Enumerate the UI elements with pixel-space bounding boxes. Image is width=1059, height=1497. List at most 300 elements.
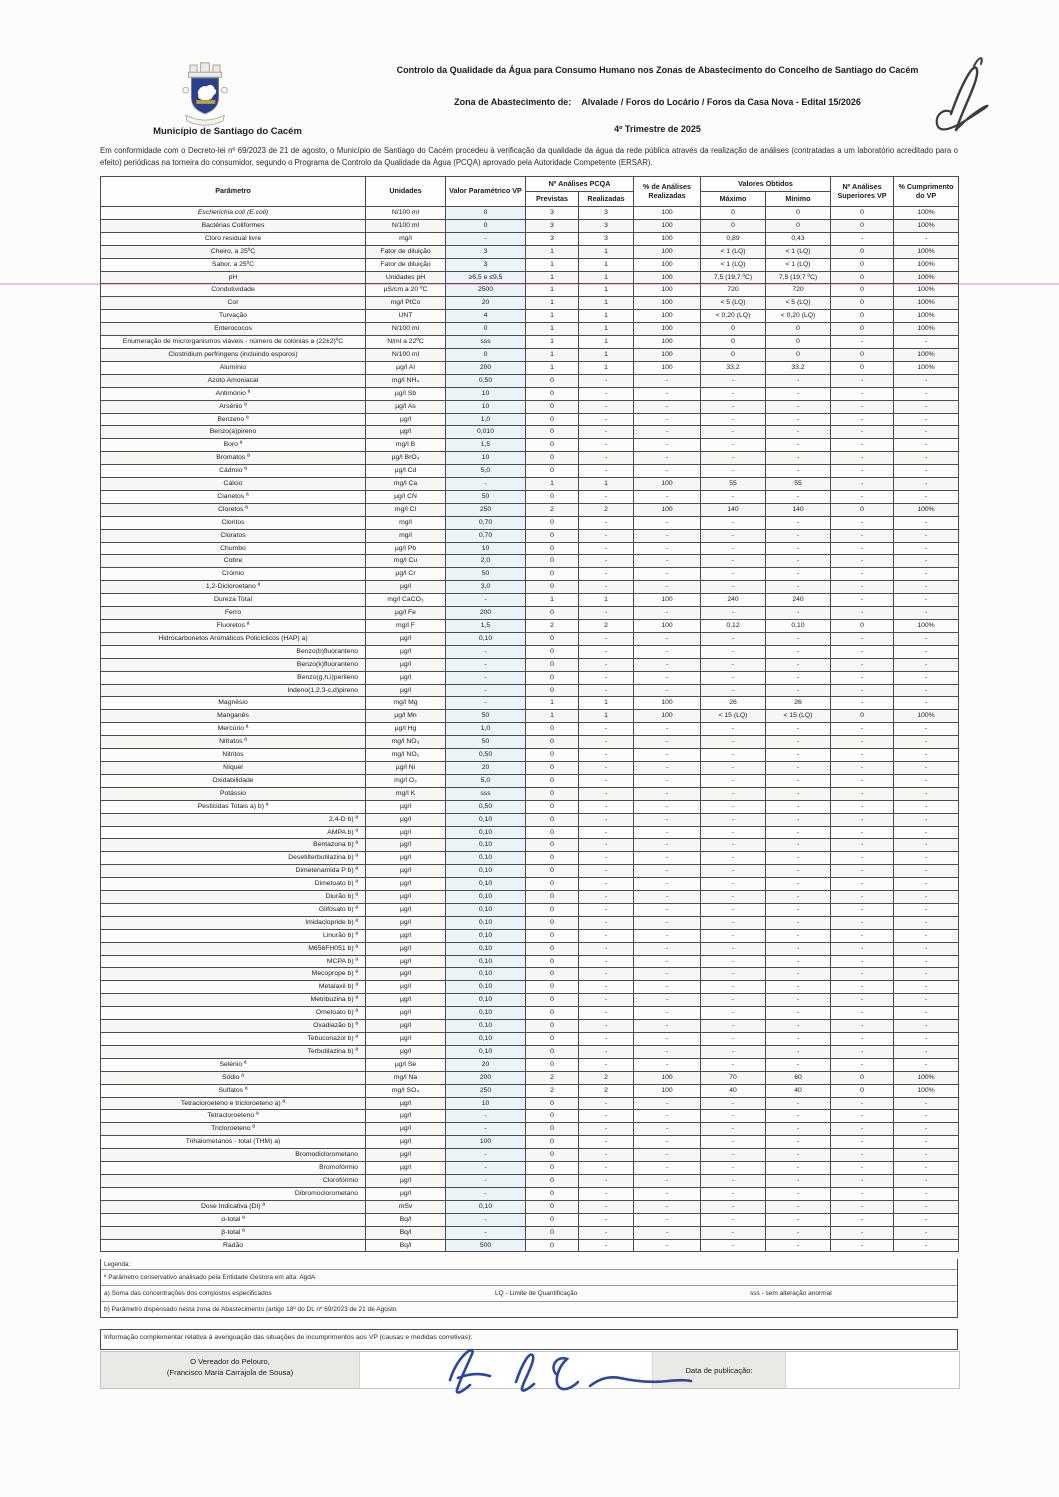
superiores-cell: - — [831, 736, 894, 749]
legend-note-b: b) Parâmetro dispensado nesta zona de Abastecimento (artigo 18º do DL nº 69/2023 de 21 de Agosto — [104, 1306, 397, 1313]
table-row — [101, 439, 959, 452]
realizadas-cell: - — [579, 465, 634, 478]
previstas-cell: 0 — [526, 865, 579, 878]
pct-realizadas-cell: - — [634, 916, 701, 929]
legend-note-a: a) Soma das concentrações dos compostos especificados — [104, 1290, 272, 1297]
table-row — [101, 1200, 959, 1213]
table-row — [101, 323, 959, 336]
table-row — [101, 1058, 959, 1071]
unit-cell: mg/l PtCo — [366, 297, 446, 310]
param-name-cell: Cheiro, a 25ºC — [101, 245, 366, 258]
min-cell: - — [766, 852, 831, 865]
unit-cell: µg/l Al — [366, 361, 446, 374]
superiores-cell: - — [831, 1239, 894, 1252]
previstas-cell: 0 — [526, 684, 579, 697]
table-row — [101, 374, 959, 387]
pct-realizadas-cell: - — [634, 800, 701, 813]
pct-realizadas-cell: 100 — [634, 232, 701, 245]
realizadas-cell: - — [579, 723, 634, 736]
cumprimento-cell: - — [894, 878, 959, 891]
realizadas-cell: 1 — [579, 348, 634, 361]
vp-cell: 10 — [446, 452, 526, 465]
superiores-cell: - — [831, 761, 894, 774]
previstas-cell: 0 — [526, 465, 579, 478]
param-name-cell: Cianetos ª — [101, 490, 366, 503]
cumprimento-cell: - — [894, 787, 959, 800]
cumprimento-cell: - — [894, 1187, 959, 1200]
min-cell: - — [766, 891, 831, 904]
realizadas-cell: 1 — [579, 271, 634, 284]
max-cell: - — [701, 1033, 766, 1046]
cumprimento-cell: - — [894, 490, 959, 503]
cumprimento-cell: 100% — [894, 1084, 959, 1097]
pct-realizadas-cell: - — [634, 1162, 701, 1175]
min-cell: - — [766, 1174, 831, 1187]
max-cell: - — [701, 1162, 766, 1175]
pct-realizadas-cell: - — [634, 452, 701, 465]
param-name-cell: Radão — [101, 1239, 366, 1252]
vp-cell: - — [446, 1162, 526, 1175]
cumprimento-cell: - — [894, 968, 959, 981]
table-row — [101, 1174, 959, 1187]
min-cell: - — [766, 529, 831, 542]
param-name-cell: α-total ª — [101, 1213, 366, 1226]
unit-cell: µg/l Sb — [366, 387, 446, 400]
table-row — [101, 710, 959, 723]
previstas-cell: 3 — [526, 207, 579, 220]
min-cell: 0 — [766, 207, 831, 220]
realizadas-cell: - — [579, 658, 634, 671]
min-cell: 0 — [766, 323, 831, 336]
unit-cell: Unidades pH — [366, 271, 446, 284]
vp-cell: 10 — [446, 542, 526, 555]
max-cell: - — [701, 955, 766, 968]
realizadas-cell: - — [579, 813, 634, 826]
param-name-cell: Pesticidas Totais a) b) ª — [101, 800, 366, 813]
unit-cell: Fator de diluição — [366, 258, 446, 271]
cumprimento-cell: - — [894, 439, 959, 452]
cumprimento-cell: - — [894, 1239, 959, 1252]
table-row — [101, 594, 959, 607]
pct-realizadas-cell: 100 — [634, 1084, 701, 1097]
param-name-cell: Linurão b) ª — [101, 929, 366, 942]
table-row — [101, 478, 959, 491]
unit-cell: mg/l NO₃ — [366, 736, 446, 749]
pct-realizadas-cell: - — [634, 1149, 701, 1162]
min-cell: - — [766, 671, 831, 684]
unit-cell: µg/l — [366, 1045, 446, 1058]
vp-cell: 5,0 — [446, 774, 526, 787]
previstas-cell: 0 — [526, 568, 579, 581]
unit-cell: mg/l NO₂ — [366, 749, 446, 762]
previstas-cell: 0 — [526, 632, 579, 645]
vp-cell: 500 — [446, 1239, 526, 1252]
superiores-cell: - — [831, 671, 894, 684]
table-header — [101, 177, 959, 207]
unit-cell: mg/l — [366, 232, 446, 245]
max-cell: 0 — [701, 336, 766, 349]
superiores-cell: - — [831, 439, 894, 452]
vp-cell: 0 — [446, 323, 526, 336]
param-name-cell: Condutividade — [101, 284, 366, 297]
pct-realizadas-cell: - — [634, 723, 701, 736]
vp-cell: 50 — [446, 490, 526, 503]
pct-realizadas-cell: 100 — [634, 245, 701, 258]
cumprimento-cell: - — [894, 723, 959, 736]
cumprimento-cell: - — [894, 632, 959, 645]
table-row — [101, 258, 959, 271]
param-name-cell: Escherichia coli (E.coli) — [101, 207, 366, 220]
max-cell: 0 — [701, 207, 766, 220]
unit-cell: µg/l — [366, 994, 446, 1007]
unit-cell: µg/l As — [366, 400, 446, 413]
realizadas-cell: - — [579, 1239, 634, 1252]
pct-realizadas-cell: - — [634, 439, 701, 452]
cumprimento-cell: - — [894, 1162, 959, 1175]
superiores-cell: - — [831, 426, 894, 439]
superiores-cell: 0 — [831, 310, 894, 323]
table-row — [101, 452, 959, 465]
pct-realizadas-cell: 100 — [634, 503, 701, 516]
unit-cell: N/100 ml — [366, 207, 446, 220]
vp-cell: 3,0 — [446, 581, 526, 594]
cumprimento-cell: - — [894, 1110, 959, 1123]
signer-label — [101, 1352, 359, 1388]
vp-cell: - — [446, 658, 526, 671]
unit-cell: mg/l O₂ — [366, 774, 446, 787]
param-name-cell: Enterococos — [101, 323, 366, 336]
cumprimento-cell: - — [894, 1033, 959, 1046]
table-row — [101, 581, 959, 594]
table-row — [101, 361, 959, 374]
param-name-cell: 2,4-D b) ª — [101, 813, 366, 826]
unit-cell: µg/l — [366, 632, 446, 645]
legend-title: Legenda: — [104, 1261, 131, 1268]
unit-cell: mg/l Na — [366, 1071, 446, 1084]
max-cell: - — [701, 1213, 766, 1226]
param-name-cell: Clorofórmio — [101, 1174, 366, 1187]
table-row — [101, 607, 959, 620]
cumprimento-cell: - — [894, 542, 959, 555]
unit-cell: µg/l — [366, 684, 446, 697]
pct-realizadas-cell: - — [634, 1058, 701, 1071]
max-cell: - — [701, 568, 766, 581]
vp-cell: 0,10 — [446, 813, 526, 826]
realizadas-cell: - — [579, 968, 634, 981]
param-name-cell: Benzo(k)fluoranteno — [101, 658, 366, 671]
vp-cell: 0,10 — [446, 994, 526, 1007]
param-name-cell: Dimetenamida P b) ª — [101, 865, 366, 878]
pct-realizadas-cell: - — [634, 774, 701, 787]
max-cell: - — [701, 490, 766, 503]
max-cell: - — [701, 942, 766, 955]
superiores-cell: - — [831, 813, 894, 826]
table-row — [101, 891, 959, 904]
pen-initial-icon — [918, 50, 1018, 155]
unit-cell: µg/l Mn — [366, 710, 446, 723]
previstas-cell: 0 — [526, 1097, 579, 1110]
min-cell: - — [766, 632, 831, 645]
cumprimento-cell: 100% — [894, 710, 959, 723]
param-name-cell: Bactérias Coliformes — [101, 219, 366, 232]
unit-cell: µg/l Fe — [366, 607, 446, 620]
unit-cell: µg/l — [366, 1123, 446, 1136]
param-name-cell: MCPA b) ª — [101, 955, 366, 968]
previstas-cell: 0 — [526, 645, 579, 658]
vp-cell: 0,70 — [446, 516, 526, 529]
pct-realizadas-cell: - — [634, 955, 701, 968]
max-cell: - — [701, 787, 766, 800]
min-cell: - — [766, 645, 831, 658]
table-row — [101, 348, 959, 361]
param-name-cell: M656FH051 b) ª — [101, 942, 366, 955]
cumprimento-cell: 100% — [894, 258, 959, 271]
unit-cell: µg/l — [366, 1110, 446, 1123]
vp-cell: 10 — [446, 400, 526, 413]
realizadas-cell: - — [579, 865, 634, 878]
unit-cell: µg/l Cd — [366, 465, 446, 478]
min-cell: - — [766, 1007, 831, 1020]
vp-cell: 0,10 — [446, 865, 526, 878]
vp-cell: - — [446, 478, 526, 491]
unit-cell: µg/l — [366, 658, 446, 671]
realizadas-cell: 1 — [579, 245, 634, 258]
param-name-cell: Imidaclopride b) ª — [101, 916, 366, 929]
unit-cell: µg/l — [366, 426, 446, 439]
vp-cell: ≥6,5 e ≤9,5 — [446, 271, 526, 284]
vp-cell: 0,10 — [446, 852, 526, 865]
min-cell: - — [766, 1058, 831, 1071]
vp-cell: 20 — [446, 761, 526, 774]
unit-cell: µg/l — [366, 1149, 446, 1162]
vp-cell: 50 — [446, 568, 526, 581]
realizadas-cell: - — [579, 1200, 634, 1213]
min-cell: - — [766, 749, 831, 762]
max-cell: - — [701, 400, 766, 413]
vp-cell: 0 — [446, 219, 526, 232]
header-pcqa-group: Nº Análises PCQA — [526, 177, 634, 192]
superiores-cell: - — [831, 232, 894, 245]
previstas-cell: 0 — [526, 787, 579, 800]
min-cell: 7,5 (19,7 ºC) — [766, 271, 831, 284]
max-cell: - — [701, 1149, 766, 1162]
superiores-cell: - — [831, 1110, 894, 1123]
max-cell: - — [701, 1187, 766, 1200]
realizadas-cell: 2 — [579, 503, 634, 516]
superiores-cell: - — [831, 826, 894, 839]
realizadas-cell: 1 — [579, 594, 634, 607]
max-cell: - — [701, 1136, 766, 1149]
header-cumprimento: % Cumprimento do VP — [894, 177, 959, 207]
table-row — [101, 968, 959, 981]
superiores-cell: - — [831, 1020, 894, 1033]
table-row — [101, 1097, 959, 1110]
max-cell: < 1 (LQ) — [701, 258, 766, 271]
vp-cell: - — [446, 1149, 526, 1162]
pct-realizadas-cell: - — [634, 1110, 701, 1123]
complementary-info-box: Informação complementar relativa à averiguação das situações de incumprimentos aos VP (causas e medidas corretivas): — [100, 1329, 958, 1350]
previstas-cell: 0 — [526, 1200, 579, 1213]
param-name-cell: Oxadiazão b) ª — [101, 1020, 366, 1033]
cumprimento-cell: - — [894, 1123, 959, 1136]
unit-cell: µg/l — [366, 865, 446, 878]
cumprimento-cell: - — [894, 581, 959, 594]
table-row — [101, 684, 959, 697]
pct-realizadas-cell: - — [634, 891, 701, 904]
unit-cell: N/100 ml — [366, 219, 446, 232]
realizadas-cell: 1 — [579, 478, 634, 491]
document-title: Controlo da Qualidade da Água para Consumo Humano nos Zonas de Abastecimento do Concelho de Santiago do Cacém — [396, 65, 919, 75]
cumprimento-cell: - — [894, 452, 959, 465]
table-row — [101, 878, 959, 891]
realizadas-cell: - — [579, 1020, 634, 1033]
unit-cell: µg/l — [366, 942, 446, 955]
cumprimento-cell: - — [894, 1020, 959, 1033]
cumprimento-cell: - — [894, 568, 959, 581]
pct-realizadas-cell: - — [634, 465, 701, 478]
param-name-cell: Benzo(g,h,i)perileno — [101, 671, 366, 684]
min-cell: - — [766, 813, 831, 826]
cumprimento-cell: - — [894, 478, 959, 491]
vp-cell: - — [446, 232, 526, 245]
max-cell: - — [701, 1110, 766, 1123]
previstas-cell: 0 — [526, 891, 579, 904]
header-unidades: Unidades — [366, 177, 446, 207]
min-cell: - — [766, 439, 831, 452]
max-cell: 0 — [701, 348, 766, 361]
superiores-cell: - — [831, 529, 894, 542]
previstas-cell: 1 — [526, 310, 579, 323]
superiores-cell: 0 — [831, 620, 894, 633]
max-cell: - — [701, 878, 766, 891]
param-name-cell: Desetilterbutilazina b) ª — [101, 852, 366, 865]
vp-cell: 0,10 — [446, 955, 526, 968]
min-cell: - — [766, 568, 831, 581]
realizadas-cell: - — [579, 1045, 634, 1058]
superiores-cell: - — [831, 1162, 894, 1175]
vp-cell: 3 — [446, 258, 526, 271]
param-name-cell: Benzo(a)pireno — [101, 426, 366, 439]
realizadas-cell: - — [579, 490, 634, 503]
vp-cell: sss — [446, 336, 526, 349]
table-row — [101, 658, 959, 671]
previstas-cell: 0 — [526, 1149, 579, 1162]
superiores-cell: - — [831, 955, 894, 968]
unit-cell: Bq/l — [366, 1213, 446, 1226]
vp-cell: 50 — [446, 710, 526, 723]
realizadas-cell: 1 — [579, 297, 634, 310]
vp-cell: 0,10 — [446, 968, 526, 981]
min-cell: - — [766, 426, 831, 439]
pct-realizadas-cell: 100 — [634, 284, 701, 297]
pct-realizadas-cell: - — [634, 787, 701, 800]
cumprimento-cell: - — [894, 865, 959, 878]
realizadas-cell: - — [579, 1162, 634, 1175]
pct-realizadas-cell: - — [634, 542, 701, 555]
superiores-cell: - — [831, 1200, 894, 1213]
pct-realizadas-cell: - — [634, 374, 701, 387]
quarter-label: 4º Trimestre de 2025 — [614, 124, 701, 134]
cumprimento-cell: - — [894, 891, 959, 904]
signer-role: O Vereador do Pelouro, — [190, 1357, 270, 1366]
unit-cell: mg/l — [366, 516, 446, 529]
min-cell: 0,10 — [766, 620, 831, 633]
realizadas-cell: - — [579, 981, 634, 994]
unit-cell: µg/l — [366, 839, 446, 852]
previstas-cell: 0 — [526, 1033, 579, 1046]
pct-realizadas-cell: - — [634, 555, 701, 568]
superiores-cell: - — [831, 413, 894, 426]
realizadas-cell: - — [579, 1226, 634, 1239]
pct-realizadas-cell: - — [634, 1007, 701, 1020]
max-cell: - — [701, 1239, 766, 1252]
param-name-cell: Hidrocarbonetos Aromáticos Policíclicos (HAP) a) — [101, 632, 366, 645]
pct-realizadas-cell: - — [634, 903, 701, 916]
pct-realizadas-cell: - — [634, 632, 701, 645]
max-cell: - — [701, 916, 766, 929]
max-cell: - — [701, 903, 766, 916]
vp-cell: 0,70 — [446, 529, 526, 542]
table-row — [101, 645, 959, 658]
max-cell: - — [701, 684, 766, 697]
max-cell: 140 — [701, 503, 766, 516]
superiores-cell: - — [831, 942, 894, 955]
param-name-cell: Cloratos — [101, 529, 366, 542]
vp-cell: 0,10 — [446, 826, 526, 839]
unit-cell: mg/l K — [366, 787, 446, 800]
pct-realizadas-cell: - — [634, 981, 701, 994]
min-cell: - — [766, 723, 831, 736]
cumprimento-cell: - — [894, 387, 959, 400]
superiores-cell: - — [831, 1213, 894, 1226]
max-cell: 40 — [701, 1084, 766, 1097]
min-cell: - — [766, 607, 831, 620]
table-row — [101, 336, 959, 349]
unit-cell: mg/l NH₄ — [366, 374, 446, 387]
table-row — [101, 426, 959, 439]
superiores-cell: 0 — [831, 207, 894, 220]
superiores-cell: - — [831, 400, 894, 413]
max-cell: - — [701, 645, 766, 658]
previstas-cell: 0 — [526, 1226, 579, 1239]
max-cell: - — [701, 1226, 766, 1239]
pct-realizadas-cell: - — [634, 1239, 701, 1252]
max-cell: - — [701, 542, 766, 555]
unit-cell: UNT — [366, 310, 446, 323]
realizadas-cell: - — [579, 374, 634, 387]
cumprimento-cell: 100% — [894, 245, 959, 258]
unit-cell: mg/l Ca — [366, 478, 446, 491]
realizadas-cell: - — [579, 1033, 634, 1046]
realizadas-cell: 3 — [579, 232, 634, 245]
realizadas-cell: 1 — [579, 336, 634, 349]
realizadas-cell: - — [579, 929, 634, 942]
realizadas-cell: 2 — [579, 1084, 634, 1097]
previstas-cell: 0 — [526, 1123, 579, 1136]
param-name-cell: Turvação — [101, 310, 366, 323]
pct-realizadas-cell: - — [634, 1020, 701, 1033]
previstas-cell: 0 — [526, 749, 579, 762]
param-name-cell: Chumbo — [101, 542, 366, 555]
unit-cell: µg/l — [366, 1174, 446, 1187]
param-name-cell: Mercúrio ª — [101, 723, 366, 736]
realizadas-cell: - — [579, 400, 634, 413]
param-name-cell: Alumínio — [101, 361, 366, 374]
table-row — [101, 839, 959, 852]
pct-realizadas-cell: - — [634, 1200, 701, 1213]
realizadas-cell: 1 — [579, 284, 634, 297]
vp-cell: 0,10 — [446, 916, 526, 929]
